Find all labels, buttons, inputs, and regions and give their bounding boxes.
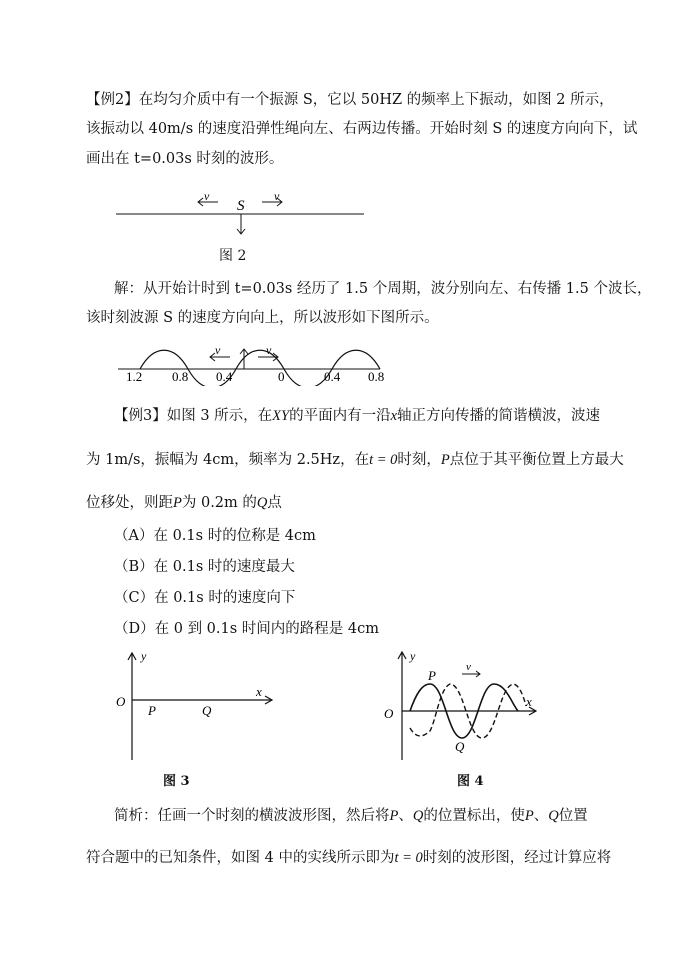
- analysis-l1-c: 的位置标出，使: [423, 808, 525, 824]
- analysis-line-1: [114, 806, 588, 826]
- analysis-l1-q2: Q: [548, 808, 559, 824]
- ex3-line-3: [86, 493, 282, 513]
- analysis-line-2: [86, 848, 611, 868]
- fig2-v-right: v: [274, 189, 280, 203]
- analysis-l1-p: P: [389, 808, 399, 824]
- fig2-v-left: v: [204, 189, 210, 203]
- fig3-q-label: Q: [202, 703, 212, 718]
- wave-label-5: 0.4: [324, 369, 341, 384]
- wave-v-right: v: [266, 343, 272, 357]
- option-b: （B）在 0.1s 时的速度最大: [114, 559, 295, 575]
- ex3-l2-b: 时刻，: [397, 452, 441, 468]
- ex3-l3-q: Q: [256, 495, 268, 511]
- fig4-v-label: v: [466, 661, 471, 673]
- ex2-line-2: 该振动以 40m/s 的速度沿弹性绳向左、右两边传播。开始时刻 S 的速度方向向下，试: [86, 121, 638, 137]
- figure-2: [110, 188, 370, 240]
- wave-label-6: 0.8: [368, 369, 385, 384]
- solution-line-1: 解：从开始计时到 t=0.03s 经历了 1.5 个周期，波分别向左、右传播 1.5 个波长，: [114, 281, 652, 297]
- fig3-x-label: x: [256, 684, 262, 699]
- option-c: （C）在 0.1s 时的速度向下: [114, 590, 296, 606]
- option-d: （D）在 0 到 0.1s 时间内的路程是 4cm: [114, 621, 379, 637]
- wave-label-4: 0: [278, 369, 285, 384]
- ex2-line-3: 画出在 t=0.03s 时刻的波形。: [86, 151, 284, 167]
- figure-3: [110, 648, 280, 768]
- wave-label-3: 0.4: [216, 369, 233, 384]
- fig3-y-label: y: [141, 649, 147, 663]
- fig4-y-label: y: [410, 649, 416, 663]
- ex3-l1-c: 轴正方向传播的简谐横波，波速: [397, 408, 601, 424]
- analysis-l1-e: 位置: [558, 808, 588, 824]
- ex3-l1-a: 【例3】如图 3 所示，在: [114, 408, 273, 424]
- wave-v-left: v: [215, 343, 221, 357]
- analysis-l1-a: 简析：任画一个时刻的横波波形图，然后将: [114, 808, 390, 824]
- ex3-line-2: [86, 450, 624, 470]
- analysis-l1-b: 、: [398, 808, 413, 824]
- wave-label-1: 1.2: [126, 369, 143, 384]
- ex3-l2-p: P: [440, 452, 450, 468]
- ex3-l3-b: 为 0.2m 的: [181, 495, 257, 511]
- ex3-l1-x: x: [390, 408, 398, 424]
- ex3-l3-c: 点: [267, 495, 282, 511]
- figure-4: [380, 648, 545, 768]
- solution-line-2: 该时刻波源 S 的速度方向向上，所以波形如下图所示。: [86, 310, 439, 326]
- fig3-p-label: P: [148, 703, 156, 718]
- ex3-l3-p: P: [173, 495, 182, 511]
- fig4-origin: O: [384, 706, 394, 721]
- analysis-l2-b: 时刻的波形图，经过计算应将: [422, 850, 612, 866]
- analysis-l1-q: Q: [412, 808, 424, 824]
- wave-figure: [118, 340, 388, 386]
- analysis-l2-a: 符合题中的已知条件，如图 4 中的实线所示即为: [86, 850, 395, 866]
- ex3-l3-a: 位移处，则距: [86, 495, 173, 511]
- analysis-l2-t: t = 0: [394, 850, 423, 866]
- analysis-l1-d: 、: [533, 808, 549, 824]
- ex3-l1-xy: XY: [272, 408, 290, 424]
- fig2-s-label: S: [237, 198, 245, 214]
- fig2-caption: 图 2: [219, 248, 247, 264]
- ex3-l2-a: 为 1m/s，振幅为 4cm，频率为 2.5Hz，在: [86, 452, 370, 468]
- ex3-l1-b: 的平面内有一沿: [289, 408, 391, 424]
- fig4-p-label: P: [428, 668, 436, 683]
- fig3-origin: O: [116, 694, 126, 709]
- ex2-line-1: 【例2】在均匀介质中有一个振源 S，它以 50HZ 的频率上下振动，如图 2 所示，: [86, 92, 614, 108]
- ex3-l2-t: t = 0: [369, 452, 398, 468]
- fig4-caption: 图 4: [457, 774, 484, 789]
- fig3-caption: 图 3: [163, 774, 190, 789]
- ex3-line-1: [114, 406, 600, 426]
- fig4-q-label: Q: [455, 739, 465, 754]
- option-a: （A）在 0.1s 时的位称是 4cm: [114, 528, 316, 544]
- wave-label-2: 0.8: [172, 369, 189, 384]
- fig4-x-label: x: [526, 694, 532, 709]
- analysis-l1-p2: P: [524, 808, 534, 824]
- ex3-l2-c: 点位于其平衡位置上方最大: [449, 452, 624, 468]
